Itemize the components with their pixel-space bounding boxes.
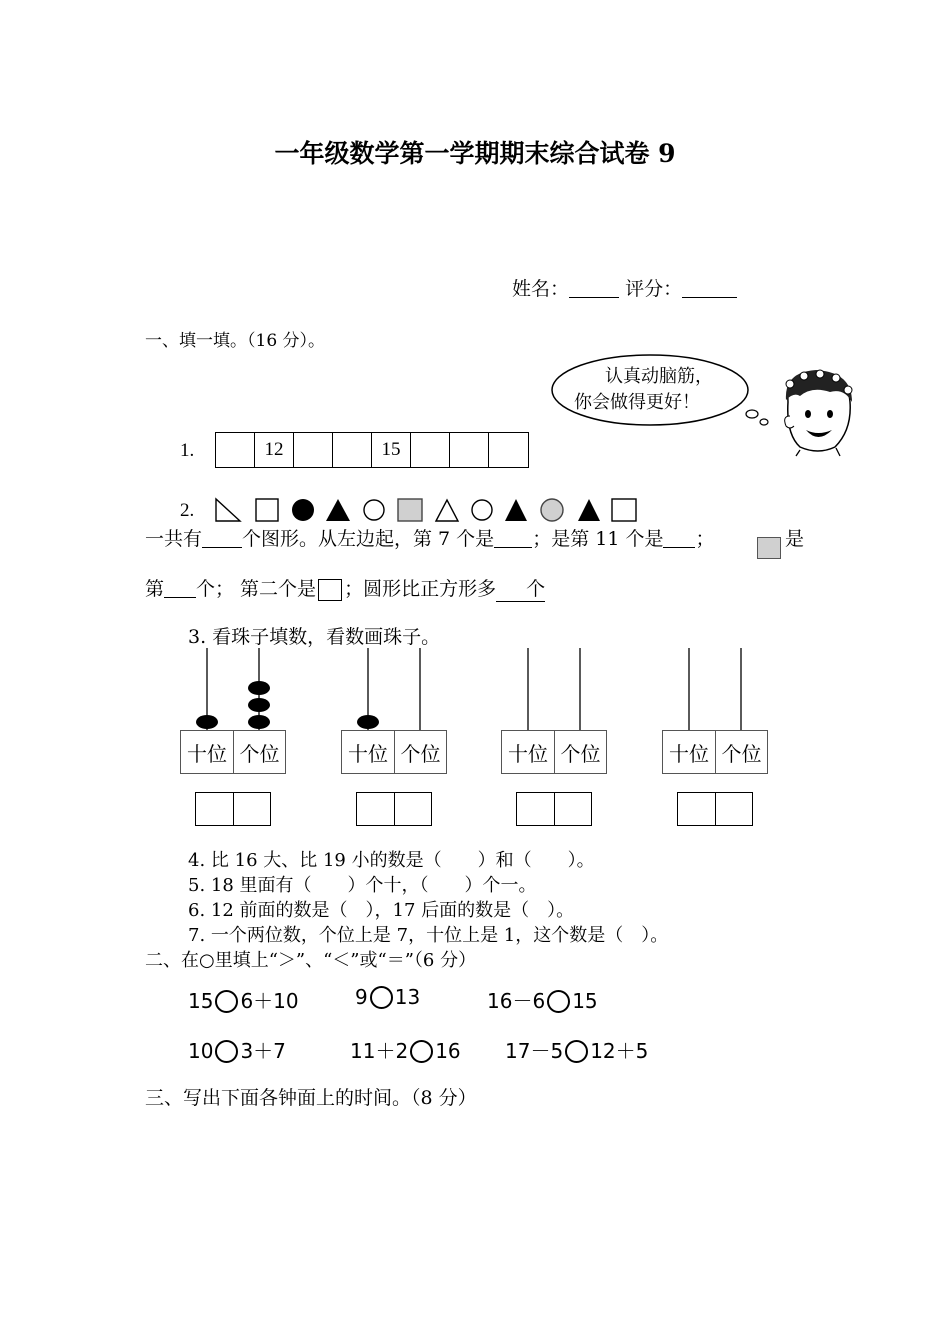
q2-text: 个； 第二个是 — [196, 578, 317, 600]
filled-triangle-icon — [505, 499, 527, 521]
tens-answer-box[interactable] — [678, 793, 715, 825]
compare-circle[interactable] — [565, 1040, 588, 1063]
ones-label: 个位 — [233, 731, 285, 773]
abacus-bead — [196, 715, 218, 729]
compare-circle[interactable] — [370, 986, 393, 1009]
compare-right: 3＋7 — [240, 1039, 286, 1063]
abacus-rods — [501, 648, 607, 730]
compare-left: 9 — [355, 985, 368, 1009]
abacus-rods — [341, 648, 447, 730]
compare-left: 16－6 — [487, 989, 546, 1013]
abacus-rods — [180, 648, 286, 730]
place-value-table — [341, 730, 447, 774]
ones-answer-box[interactable] — [233, 793, 270, 825]
answer-blank[interactable] — [202, 529, 242, 548]
place-value-table — [501, 730, 607, 774]
q2-text: 个 — [526, 578, 546, 600]
name-blank[interactable] — [569, 279, 619, 298]
q5-text: 5. 18 里面有（ ）个十，（ ）个一。 — [188, 875, 537, 896]
q2-shape-row — [214, 495, 644, 525]
q1-number: 1. — [180, 440, 195, 461]
answer-boxes — [677, 792, 753, 826]
compare-left: 10 — [188, 1039, 214, 1063]
encouragement-illustration — [550, 352, 860, 462]
abacus-bead — [248, 681, 270, 695]
compare-right: 12＋5 — [590, 1039, 649, 1063]
name-label: 姓名： — [512, 278, 570, 300]
right-triangle-icon — [216, 499, 240, 521]
q4-text: 4. 比 16 大、比 19 小的数是（ ）和（ ）。 — [188, 850, 595, 871]
abacus-unit — [662, 648, 768, 826]
tens-answer-box[interactable] — [196, 793, 233, 825]
abacus-unit — [341, 648, 447, 826]
sequence-cell[interactable] — [489, 433, 528, 467]
bubble-line-2: 你会做得更好！ — [574, 392, 700, 413]
compare-circle[interactable] — [547, 990, 570, 1013]
compare-item — [350, 1035, 461, 1064]
q3-text: 3. 看珠子填数，看数画珠子。 — [188, 626, 441, 648]
ones-answer-box[interactable] — [715, 793, 752, 825]
compare-item — [188, 1035, 286, 1064]
tens-label: 十位 — [348, 741, 388, 766]
answer-boxes — [195, 792, 271, 826]
square-icon — [256, 499, 278, 521]
answer-blank[interactable] — [164, 579, 196, 598]
q2-text: ；圆形比正方形多 — [344, 578, 497, 600]
gray-square-icon — [398, 499, 422, 521]
place-value-table — [180, 730, 286, 774]
tens-label: 十位 — [187, 741, 227, 766]
gray-circle-icon — [541, 499, 563, 521]
compare-right: 15 — [572, 989, 598, 1013]
square-icon — [318, 579, 342, 601]
q2-text: ； — [695, 528, 715, 550]
abacus-bead — [248, 698, 270, 712]
child-face-icon — [785, 370, 852, 456]
filled-triangle-icon — [578, 499, 600, 521]
q2-number: 2. — [180, 500, 195, 521]
sequence-cell[interactable] — [294, 433, 333, 467]
filled-triangle-icon — [326, 499, 350, 521]
tens-answer-box[interactable] — [517, 793, 554, 825]
section2-heading: 二、在○里填上“＞”、“＜”或“＝”（6 分） — [145, 950, 477, 971]
q2-text: 一共有 — [145, 528, 203, 550]
page-title: 一年级数学第一学期期末综合试卷 9 — [274, 139, 676, 168]
answer-blank[interactable] — [663, 529, 695, 548]
circle-icon — [364, 500, 384, 520]
answer-blank[interactable] — [494, 529, 532, 548]
abacus-bead — [248, 715, 270, 729]
ones-answer-box[interactable] — [394, 793, 431, 825]
tens-label: 十位 — [669, 741, 709, 766]
compare-item — [505, 1035, 648, 1064]
q2-text: 个图形。从左边起，第 7 个是 — [242, 528, 495, 550]
ones-answer-box[interactable] — [554, 793, 591, 825]
abacus-rods — [662, 648, 768, 730]
q2-text: 是 — [785, 528, 805, 550]
square-icon — [612, 499, 636, 521]
abacus-bead — [357, 715, 379, 729]
sequence-cell[interactable] — [450, 433, 489, 467]
answer-boxes — [516, 792, 592, 826]
filled-circle-icon — [292, 499, 314, 521]
compare-right: 16 — [435, 1039, 461, 1063]
section3-heading: 三、写出下面各钟面上的时间。（8 分） — [145, 1087, 477, 1109]
tens-label: 十位 — [508, 741, 548, 766]
section1-heading: 一、填一填。（16 分）。 — [145, 331, 326, 351]
answer-boxes — [356, 792, 432, 826]
compare-circle[interactable] — [215, 1040, 238, 1063]
answer-blank[interactable] — [496, 574, 545, 602]
q1-number-sequence — [215, 432, 529, 468]
compare-circle[interactable] — [215, 990, 238, 1013]
q6-text: 6. 12 前面的数是（ ），17 后面的数是（ ）。 — [188, 900, 575, 921]
sequence-cell: 15 — [372, 433, 411, 467]
compare-item — [188, 985, 299, 1014]
compare-left: 17－5 — [505, 1039, 564, 1063]
name-score-line — [512, 274, 737, 301]
q2-text: ；是第 11 个是 — [532, 528, 664, 550]
compare-item — [355, 985, 420, 1009]
abacus-unit — [501, 648, 607, 826]
q2-line-1 — [145, 524, 714, 551]
bubble-line-1: 认真动脑筋， — [605, 366, 713, 387]
place-value-table — [662, 730, 768, 774]
score-label: 评分： — [625, 278, 683, 300]
ones-label: 个位 — [554, 731, 606, 773]
tens-answer-box[interactable] — [357, 793, 394, 825]
compare-right: 13 — [394, 985, 421, 1009]
sequence-cell: 12 — [255, 433, 294, 467]
gray-square-icon — [757, 537, 781, 559]
ones-label: 个位 — [394, 731, 446, 773]
sequence-cell[interactable] — [333, 433, 372, 467]
circle-icon — [472, 500, 492, 520]
compare-item — [487, 985, 598, 1014]
sequence-cell[interactable] — [216, 433, 255, 467]
compare-circle[interactable] — [410, 1040, 433, 1063]
sequence-cell[interactable] — [411, 433, 450, 467]
q7-text: 7. 一个两位数，个位上是 7，十位上是 1，这个数是（ ）。 — [188, 925, 669, 946]
ones-label: 个位 — [715, 731, 767, 773]
compare-right: 6＋10 — [240, 989, 299, 1013]
score-blank[interactable] — [682, 279, 737, 298]
q2-line-2 — [145, 574, 545, 602]
compare-left: 15 — [188, 989, 214, 1013]
q2-text: 第 — [145, 578, 165, 600]
abacus-unit — [180, 648, 286, 826]
triangle-icon — [436, 500, 458, 521]
compare-left: 11＋2 — [350, 1039, 409, 1063]
